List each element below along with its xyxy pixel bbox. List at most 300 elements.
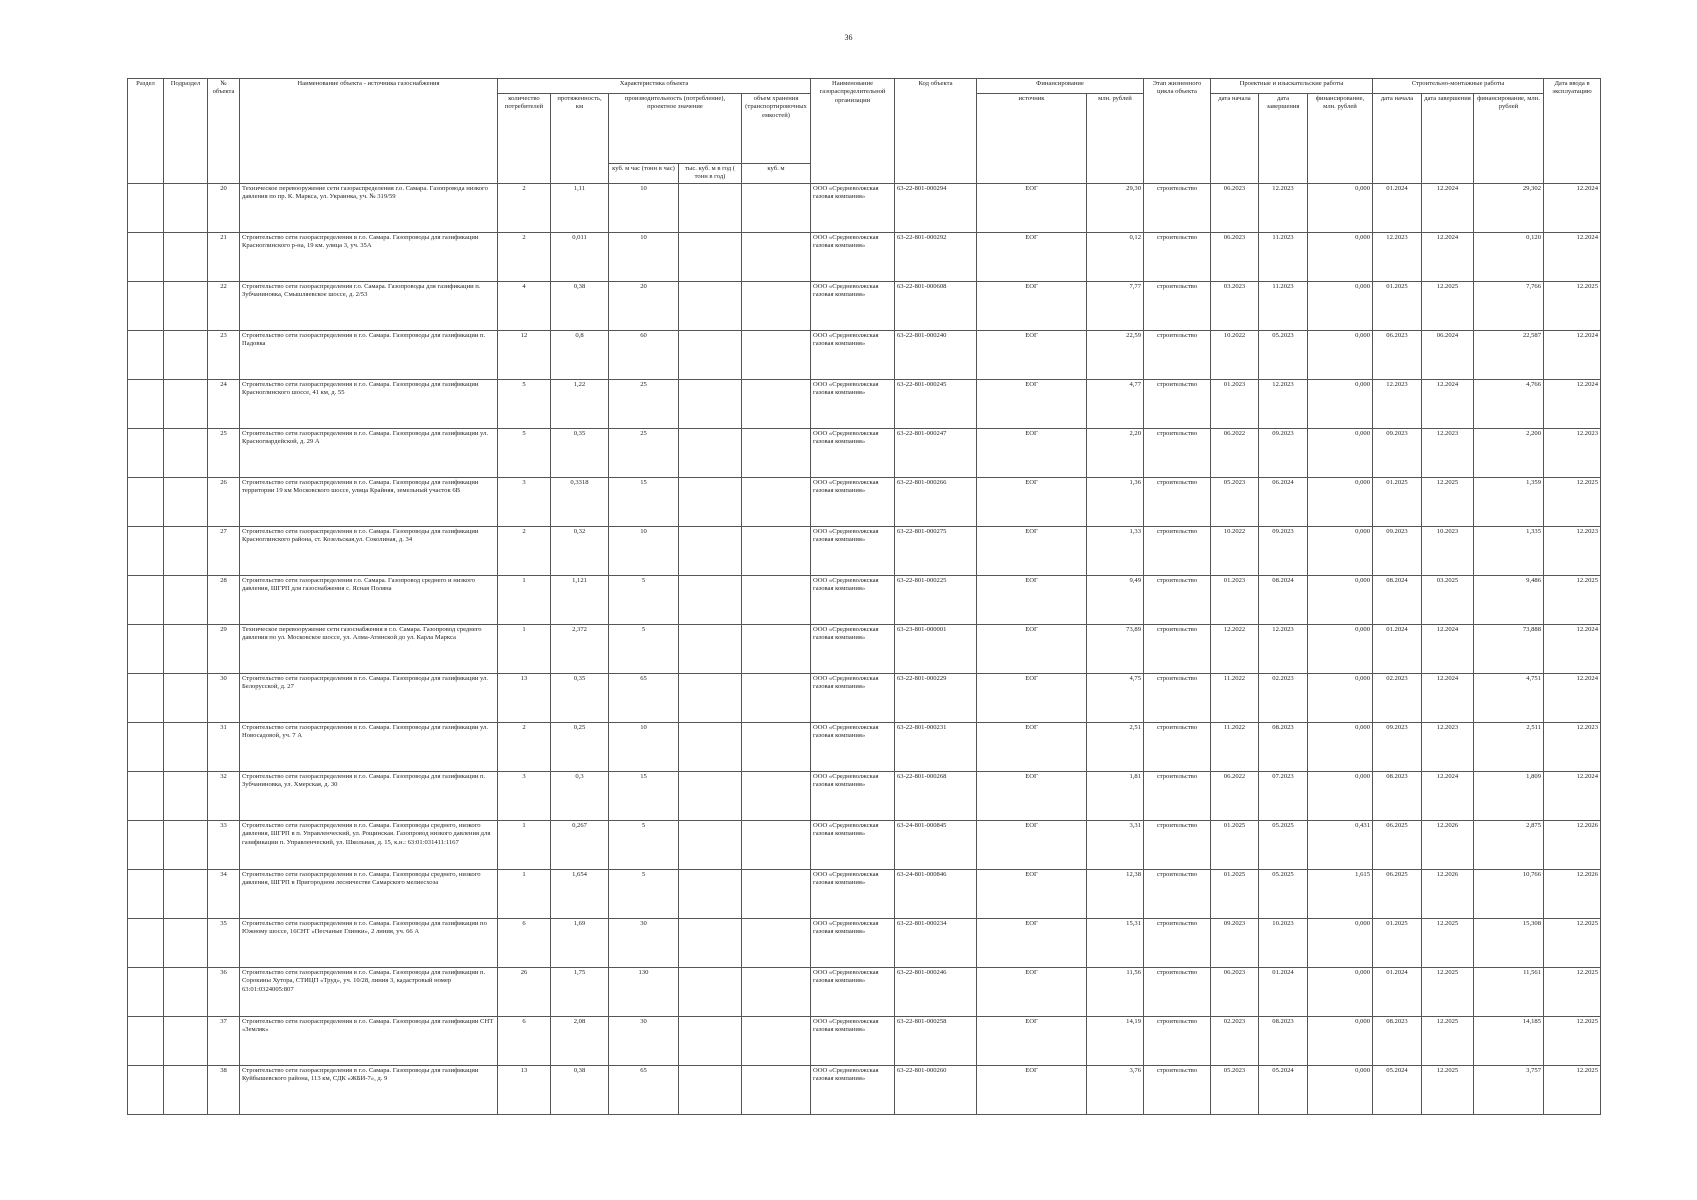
cell-empty: [742, 968, 811, 1017]
cell-empty: [128, 184, 164, 233]
cell-cap-hour: 65: [609, 1066, 679, 1115]
cell-empty: [128, 233, 164, 282]
cell-empty: [164, 772, 208, 821]
table-row: [128, 478, 1601, 527]
cell-amount: 7,77: [1087, 282, 1144, 331]
cell-length: 0,8: [551, 331, 609, 380]
cell-d-fin: 0,000: [1308, 429, 1373, 478]
header-cap-year: тыс. куб. м в год ( тонн в год): [679, 164, 742, 184]
cell-empty: [679, 233, 742, 282]
cell-empty: [679, 1066, 742, 1115]
cell-source: ЕОГ: [977, 625, 1087, 674]
cell-org: ООО «Средневолжская газовая компания»: [811, 723, 895, 772]
cell-c-fin: 15,308: [1474, 919, 1544, 968]
cell-source: ЕОГ: [977, 723, 1087, 772]
cell-d-fin: 0,000: [1308, 184, 1373, 233]
cell-d-start: 03.2023: [1211, 282, 1259, 331]
cell-cap-hour: 15: [609, 478, 679, 527]
cell-c-end: 12.2025: [1422, 968, 1474, 1017]
cell-commission: 12.2025: [1544, 1066, 1601, 1115]
cell-commission: 12.2023: [1544, 723, 1601, 772]
cell-commission: 12.2024: [1544, 233, 1601, 282]
cell-consumers: 2: [498, 233, 551, 282]
cell-org: ООО «Средневолжская газовая компания»: [811, 527, 895, 576]
cell-commission: 12.2025: [1544, 919, 1601, 968]
cell-commission: 12.2026: [1544, 870, 1601, 919]
cell-empty: [164, 870, 208, 919]
header-fin-source: источник: [977, 94, 1087, 184]
cell-d-start: 11.2022: [1211, 674, 1259, 723]
cell-d-start: 12.2022: [1211, 625, 1259, 674]
cell-stage: строительство: [1144, 233, 1211, 282]
cell-d-end: 02.2023: [1259, 674, 1308, 723]
cell-name: Строительство сети газораспределения в г.о. Самара. Газопроводы для газификации территории 19 км Московского шоссе, улица Крайняя, земельный участок 6В: [240, 478, 498, 527]
cell-cap-hour: 15: [609, 772, 679, 821]
cell-amount: 73,89: [1087, 625, 1144, 674]
cell-consumers: 13: [498, 674, 551, 723]
table-row: [128, 625, 1601, 674]
cell-org: ООО «Средневолжская газовая компания»: [811, 968, 895, 1017]
cell-org: ООО «Средневолжская газовая компания»: [811, 870, 895, 919]
cell-stage: строительство: [1144, 576, 1211, 625]
cell-d-start: 01.2023: [1211, 380, 1259, 429]
cell-amount: 1,81: [1087, 772, 1144, 821]
cell-source: ЕОГ: [977, 674, 1087, 723]
cell-length: 2,372: [551, 625, 609, 674]
cell-org: ООО «Средневолжская газовая компания»: [811, 674, 895, 723]
cell-cap-hour: 25: [609, 380, 679, 429]
table-row: [128, 429, 1601, 478]
cell-empty: [164, 625, 208, 674]
cell-source: ЕОГ: [977, 233, 1087, 282]
cell-c-start: 08.2024: [1373, 576, 1422, 625]
cell-consumers: 2: [498, 527, 551, 576]
cell-code: 63-22-801-000245: [895, 380, 977, 429]
cell-name: Строительство сети газораспределения в г.о. Самара. Газопроводы для газификации п. Зубчаниновка, ул. Хмерская, д. 30: [240, 772, 498, 821]
cell-d-fin: 0,000: [1308, 233, 1373, 282]
cell-empty: [164, 478, 208, 527]
header-storage: объем хранения (транспортировочных емкостей): [742, 94, 811, 164]
cell-code: 63-22-801-000294: [895, 184, 977, 233]
cell-no: 28: [208, 576, 240, 625]
header-name: Наименование объекта - источника газоснабжения: [240, 79, 498, 184]
cell-c-end: 12.2025: [1422, 1017, 1474, 1066]
cell-no: 31: [208, 723, 240, 772]
cell-d-fin: 0,000: [1308, 674, 1373, 723]
cell-amount: 9,49: [1087, 576, 1144, 625]
cell-no: 26: [208, 478, 240, 527]
cell-c-fin: 2,511: [1474, 723, 1544, 772]
cell-d-end: 08.2023: [1259, 723, 1308, 772]
cell-d-end: 12.2023: [1259, 625, 1308, 674]
cell-c-fin: 3,757: [1474, 1066, 1544, 1115]
cell-commission: 12.2024: [1544, 331, 1601, 380]
cell-c-start: 01.2024: [1373, 625, 1422, 674]
cell-consumers: 4: [498, 282, 551, 331]
header-construction-funding: финансирование, млн. рублей: [1474, 94, 1544, 184]
cell-d-end: 09.2023: [1259, 429, 1308, 478]
cell-empty: [679, 527, 742, 576]
cell-empty: [679, 1017, 742, 1066]
cell-empty: [742, 282, 811, 331]
cell-d-fin: 0,000: [1308, 625, 1373, 674]
cell-cap-hour: 5: [609, 625, 679, 674]
cell-d-end: 08.2024: [1259, 576, 1308, 625]
cell-c-start: 08.2023: [1373, 1017, 1422, 1066]
page-number: 36: [844, 33, 853, 42]
cell-empty: [679, 478, 742, 527]
cell-length: 0,38: [551, 282, 609, 331]
table-row: [128, 870, 1601, 919]
cell-empty: [679, 625, 742, 674]
cell-cap-hour: 60: [609, 331, 679, 380]
cell-d-start: 06.2023: [1211, 968, 1259, 1017]
cell-c-end: 12.2024: [1422, 184, 1474, 233]
cell-amount: 1,33: [1087, 527, 1144, 576]
table-row: [128, 674, 1601, 723]
cell-cap-hour: 20: [609, 282, 679, 331]
cell-c-fin: 22,587: [1474, 331, 1544, 380]
cell-c-start: 01.2024: [1373, 968, 1422, 1017]
cell-length: 1,22: [551, 380, 609, 429]
cell-empty: [164, 723, 208, 772]
cell-commission: 12.2024: [1544, 772, 1601, 821]
cell-cap-hour: 10: [609, 184, 679, 233]
cell-no: 38: [208, 1066, 240, 1115]
cell-code: 63-22-801-000240: [895, 331, 977, 380]
cell-empty: [742, 821, 811, 870]
cell-source: ЕОГ: [977, 429, 1087, 478]
cell-code: 63-22-801-000266: [895, 478, 977, 527]
cell-org: ООО «Средневолжская газовая компания»: [811, 821, 895, 870]
cell-c-start: 08.2023: [1373, 772, 1422, 821]
cell-d-fin: 0,000: [1308, 968, 1373, 1017]
cell-stage: строительство: [1144, 968, 1211, 1017]
cell-commission: 12.2025: [1544, 968, 1601, 1017]
cell-d-end: 11.2023: [1259, 282, 1308, 331]
cell-name: Строительство сети газораспределения в г.о. Самара. Газопроводы для газификации ул. Новосадовой, уч. 7 А: [240, 723, 498, 772]
cell-cap-hour: 30: [609, 1017, 679, 1066]
cell-empty: [679, 429, 742, 478]
cell-source: ЕОГ: [977, 527, 1087, 576]
cell-source: ЕОГ: [977, 576, 1087, 625]
cell-consumers: 3: [498, 772, 551, 821]
cell-c-end: 12.2025: [1422, 1066, 1474, 1115]
cell-commission: 12.2024: [1544, 380, 1601, 429]
cell-amount: 1,36: [1087, 478, 1144, 527]
cell-org: ООО «Средневолжская газовая компания»: [811, 331, 895, 380]
cell-c-end: 12.2025: [1422, 919, 1474, 968]
cell-amount: 15,31: [1087, 919, 1144, 968]
cell-stage: строительство: [1144, 184, 1211, 233]
cell-d-end: 05.2025: [1259, 821, 1308, 870]
table-row: [128, 1017, 1601, 1066]
cell-empty: [128, 576, 164, 625]
table-body: [128, 184, 1601, 1115]
cell-name: Строительство сети газораспределения в г.о. Самара. Газопроводы для газификации Красноглинского шоссе, 41 км, д. 55: [240, 380, 498, 429]
cell-empty: [742, 429, 811, 478]
cell-source: ЕОГ: [977, 919, 1087, 968]
cell-stage: строительство: [1144, 282, 1211, 331]
cell-empty: [742, 527, 811, 576]
header-characteristics: Характеристика объекта: [498, 79, 811, 94]
cell-consumers: 5: [498, 380, 551, 429]
cell-c-end: 12.2024: [1422, 380, 1474, 429]
cell-consumers: 1: [498, 870, 551, 919]
cell-empty: [164, 821, 208, 870]
cell-source: ЕОГ: [977, 1017, 1087, 1066]
cell-c-end: 12.2024: [1422, 674, 1474, 723]
cell-commission: 12.2024: [1544, 674, 1601, 723]
cell-no: 29: [208, 625, 240, 674]
cell-c-start: 05.2024: [1373, 1066, 1422, 1115]
table-row: [128, 233, 1601, 282]
cell-consumers: 3: [498, 478, 551, 527]
cell-cap-hour: 25: [609, 429, 679, 478]
cell-empty: [742, 478, 811, 527]
cell-source: ЕОГ: [977, 184, 1087, 233]
cell-cap-hour: 5: [609, 821, 679, 870]
cell-d-start: 10.2022: [1211, 527, 1259, 576]
cell-c-end: 10.2023: [1422, 527, 1474, 576]
cell-empty: [128, 821, 164, 870]
cell-c-start: 09.2023: [1373, 527, 1422, 576]
cell-c-end: 12.2023: [1422, 723, 1474, 772]
cell-source: ЕОГ: [977, 380, 1087, 429]
cell-code: 63-22-801-000608: [895, 282, 977, 331]
cell-empty: [164, 674, 208, 723]
cell-d-fin: 0,000: [1308, 1066, 1373, 1115]
cell-consumers: 1: [498, 821, 551, 870]
cell-no: 30: [208, 674, 240, 723]
cell-cap-hour: 10: [609, 233, 679, 282]
cell-d-end: 05.2025: [1259, 870, 1308, 919]
cell-amount: 2,51: [1087, 723, 1144, 772]
cell-code: 63-22-801-000268: [895, 772, 977, 821]
header-fin-amount: млн. рублей: [1087, 94, 1144, 184]
cell-empty: [128, 968, 164, 1017]
cell-no: 21: [208, 233, 240, 282]
cell-length: 0,32: [551, 527, 609, 576]
cell-code: 63-22-801-000231: [895, 723, 977, 772]
table-row: [128, 1066, 1601, 1115]
cell-c-end: 12.2023: [1422, 429, 1474, 478]
cell-empty: [742, 625, 811, 674]
cell-d-start: 05.2023: [1211, 478, 1259, 527]
header-storage-unit: куб. м: [742, 164, 811, 184]
cell-c-end: 12.2024: [1422, 772, 1474, 821]
table-row: [128, 184, 1601, 233]
cell-amount: 0,12: [1087, 233, 1144, 282]
header-design-funding: финансирование, млн. рублей: [1308, 94, 1373, 184]
cell-stage: строительство: [1144, 625, 1211, 674]
cell-empty: [742, 1017, 811, 1066]
cell-consumers: 1: [498, 576, 551, 625]
cell-c-fin: 73,888: [1474, 625, 1544, 674]
cell-no: 22: [208, 282, 240, 331]
cell-d-start: 01.2025: [1211, 821, 1259, 870]
header-cap-hour: куб. м час (тонн в час): [609, 164, 679, 184]
cell-amount: 4,75: [1087, 674, 1144, 723]
table-row: [128, 380, 1601, 429]
cell-c-end: 12.2025: [1422, 478, 1474, 527]
cell-consumers: 1: [498, 625, 551, 674]
table-row: [128, 282, 1601, 331]
cell-d-fin: 0,000: [1308, 772, 1373, 821]
cell-no: 35: [208, 919, 240, 968]
cell-no: 27: [208, 527, 240, 576]
table-row: [128, 821, 1601, 870]
cell-empty: [128, 1017, 164, 1066]
cell-no: 32: [208, 772, 240, 821]
cell-commission: 12.2025: [1544, 478, 1601, 527]
cell-empty: [679, 576, 742, 625]
cell-consumers: 2: [498, 723, 551, 772]
cell-source: ЕОГ: [977, 772, 1087, 821]
cell-consumers: 12: [498, 331, 551, 380]
cell-amount: 2,20: [1087, 429, 1144, 478]
cell-code: 63-22-801-000247: [895, 429, 977, 478]
cell-empty: [164, 1017, 208, 1066]
cell-org: ООО «Средневолжская газовая компания»: [811, 1017, 895, 1066]
cell-length: 1,75: [551, 968, 609, 1017]
cell-c-start: 12.2023: [1373, 380, 1422, 429]
cell-length: 0,35: [551, 674, 609, 723]
cell-c-end: 03.2025: [1422, 576, 1474, 625]
cell-empty: [164, 429, 208, 478]
cell-length: 1,654: [551, 870, 609, 919]
header-stage: Этап жизненного цикла объекта: [1144, 79, 1211, 184]
cell-cap-hour: 65: [609, 674, 679, 723]
cell-consumers: 26: [498, 968, 551, 1017]
cell-d-fin: 0,000: [1308, 331, 1373, 380]
cell-empty: [679, 870, 742, 919]
cell-amount: 3,31: [1087, 821, 1144, 870]
cell-org: ООО «Средневолжская газовая компания»: [811, 1066, 895, 1115]
cell-source: ЕОГ: [977, 1066, 1087, 1115]
cell-name: Строительство сети газораспределения в г.о. Самара. Газопроводы для газификации п. Падовка: [240, 331, 498, 380]
cell-c-fin: 1,809: [1474, 772, 1544, 821]
cell-length: 0,3318: [551, 478, 609, 527]
cell-d-start: 05.2023: [1211, 1066, 1259, 1115]
cell-d-end: 05.2023: [1259, 331, 1308, 380]
cell-code: 63-24-801-000846: [895, 870, 977, 919]
cell-d-start: 06.2023: [1211, 184, 1259, 233]
cell-empty: [679, 331, 742, 380]
cell-d-fin: 0,431: [1308, 821, 1373, 870]
cell-name: Строительство сети газораспределения в г.о. Самара. Газопроводы среднего, низкого давления, ШГРП в Пригородном лесничестве Самарского мелиесхоза: [240, 870, 498, 919]
cell-empty: [742, 919, 811, 968]
table-row: [128, 968, 1601, 1017]
cell-org: ООО «Средневолжская газовая компания»: [811, 233, 895, 282]
cell-d-start: 10.2022: [1211, 331, 1259, 380]
cell-empty: [742, 870, 811, 919]
cell-empty: [128, 527, 164, 576]
cell-name: Строительство сети газораспределения в г.о. Самара. Газопроводы для газификации ул. Белорусской, д. 27: [240, 674, 498, 723]
cell-stage: строительство: [1144, 772, 1211, 821]
cell-commission: 12.2024: [1544, 625, 1601, 674]
cell-empty: [679, 282, 742, 331]
cell-code: 63-22-801-000229: [895, 674, 977, 723]
cell-c-start: 01.2025: [1373, 282, 1422, 331]
cell-amount: 4,77: [1087, 380, 1144, 429]
cell-d-end: 05.2024: [1259, 1066, 1308, 1115]
header-commissioning: Дата ввода в эксплуатацию: [1544, 79, 1601, 184]
cell-code: 63-24-801-000845: [895, 821, 977, 870]
cell-code: 63-22-801-000246: [895, 968, 977, 1017]
cell-length: 0,011: [551, 233, 609, 282]
cell-d-start: 06.2023: [1211, 233, 1259, 282]
cell-d-start: 09.2023: [1211, 919, 1259, 968]
cell-no: 37: [208, 1017, 240, 1066]
cell-c-fin: 7,766: [1474, 282, 1544, 331]
cell-amount: 29,30: [1087, 184, 1144, 233]
cell-commission: 12.2023: [1544, 429, 1601, 478]
table-row: [128, 527, 1601, 576]
table-row: [128, 331, 1601, 380]
cell-org: ООО «Средневолжская газовая компания»: [811, 282, 895, 331]
cell-cap-hour: 10: [609, 723, 679, 772]
cell-c-start: 06.2025: [1373, 870, 1422, 919]
cell-name: Строительство сети газораспределения в г.о. Самара. Газопроводы для газификации Красноглинского р-на, 19 км. улица 3, уч. 35А: [240, 233, 498, 282]
cell-stage: строительство: [1144, 331, 1211, 380]
cell-c-start: 01.2025: [1373, 919, 1422, 968]
cell-no: 25: [208, 429, 240, 478]
cell-no: 23: [208, 331, 240, 380]
header-design-end: дата завершения: [1259, 94, 1308, 184]
cell-c-end: 12.2026: [1422, 870, 1474, 919]
cell-d-start: 02.2023: [1211, 1017, 1259, 1066]
cell-consumers: 13: [498, 1066, 551, 1115]
header-construction-start: дата начала: [1373, 94, 1422, 184]
cell-empty: [679, 380, 742, 429]
cell-c-start: 02.2023: [1373, 674, 1422, 723]
header-length: протяженность, км: [551, 94, 609, 184]
cell-org: ООО «Средневолжская газовая компания»: [811, 184, 895, 233]
cell-d-fin: 0,000: [1308, 380, 1373, 429]
cell-d-fin: 0,000: [1308, 1017, 1373, 1066]
cell-empty: [128, 723, 164, 772]
cell-d-start: 01.2025: [1211, 870, 1259, 919]
header-design-start: дата начала: [1211, 94, 1259, 184]
cell-c-start: 09.2023: [1373, 429, 1422, 478]
cell-d-end: 11.2023: [1259, 233, 1308, 282]
cell-c-fin: 0,120: [1474, 233, 1544, 282]
cell-c-end: 12.2025: [1422, 282, 1474, 331]
cell-stage: строительство: [1144, 1066, 1211, 1115]
cell-length: 2,08: [551, 1017, 609, 1066]
cell-name: Строительство сети газораспределения в г.о. Самара. Газопроводы для газификации Красноглинского района, ст. Козельская,ул. Соколиная, д. 34: [240, 527, 498, 576]
table-row: [128, 723, 1601, 772]
cell-empty: [679, 821, 742, 870]
cell-length: 1,121: [551, 576, 609, 625]
cell-org: ООО «Средневолжская газовая компания»: [811, 478, 895, 527]
cell-no: 20: [208, 184, 240, 233]
cell-code: 63-22-801-000225: [895, 576, 977, 625]
cell-c-fin: 4,766: [1474, 380, 1544, 429]
cell-stage: строительство: [1144, 674, 1211, 723]
cell-c-start: 06.2025: [1373, 821, 1422, 870]
cell-name: Техническое перевооружение сети газораспределения г.о. Самара. Газопровода низкого давления по пр. К. Маркса, ул. Украинка, уч. № 319/59: [240, 184, 498, 233]
cell-c-end: 06.2024: [1422, 331, 1474, 380]
cell-stage: строительство: [1144, 723, 1211, 772]
cell-empty: [679, 968, 742, 1017]
cell-code: 63-23-801-000001: [895, 625, 977, 674]
cell-c-start: 06.2023: [1373, 331, 1422, 380]
cell-name: Строительство сети газораспределения г.о. Самара. Газопровод среднего и низкого давления, ШГРП для газоснабжения с. Ясная Поляна: [240, 576, 498, 625]
cell-empty: [164, 282, 208, 331]
cell-empty: [128, 625, 164, 674]
